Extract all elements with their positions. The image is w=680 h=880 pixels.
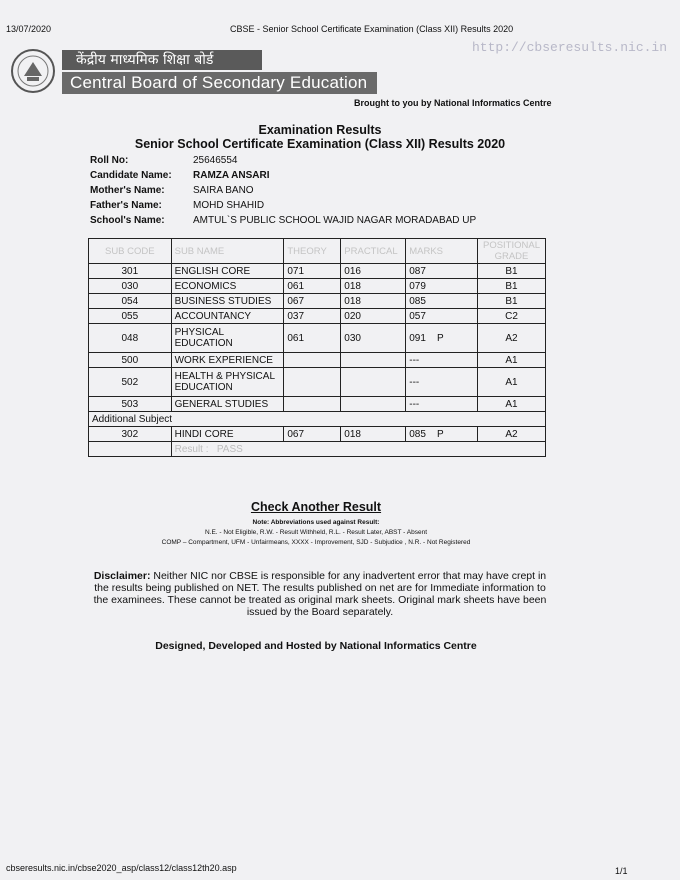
- disclaimer-label: Disclaimer:: [93, 570, 151, 582]
- total-marks: 091 P: [406, 324, 478, 353]
- disclaimer: [90, 570, 550, 618]
- additional-subject-row: [89, 412, 546, 427]
- total-marks: ---: [406, 368, 478, 397]
- sub-code: 301: [89, 264, 172, 279]
- grade: A1: [477, 397, 545, 412]
- theory-marks: [284, 368, 341, 397]
- sub-code: 302: [89, 427, 172, 442]
- theory-marks: 071: [284, 264, 341, 279]
- print-title: CBSE - Senior School Certificate Examination (Class XII) Results 2020: [230, 24, 514, 34]
- practical-marks: [341, 368, 406, 397]
- total-marks: 087: [406, 264, 478, 279]
- theory-marks: 067: [284, 427, 341, 442]
- theory-marks: 061: [284, 279, 341, 294]
- header-theory: THEORY: [284, 239, 341, 264]
- sub-code: 030: [89, 279, 172, 294]
- print-date: 13/07/2020: [6, 24, 52, 34]
- grade: A2: [477, 324, 545, 353]
- sub-code: 054: [89, 294, 172, 309]
- total-marks: 079: [406, 279, 478, 294]
- grade: A2: [477, 427, 545, 442]
- table-row: [89, 397, 546, 412]
- practical-marks: 018: [341, 279, 406, 294]
- school-label: School's Name:: [90, 215, 165, 226]
- sub-code: 503: [89, 397, 172, 412]
- results-subheading: Senior School Certificate Examination (Class XII) Results 2020: [134, 137, 506, 151]
- theory-marks: 061: [284, 324, 341, 353]
- table-row: [89, 279, 546, 294]
- check-another-result-link[interactable]: Check Another Result: [250, 500, 382, 514]
- theory-marks: 037: [284, 309, 341, 324]
- total-marks: 057: [406, 309, 478, 324]
- table-row: [89, 368, 546, 397]
- practical-marks: [341, 353, 406, 368]
- sub-name: BUSINESS STUDIES: [171, 294, 284, 309]
- table-row: [89, 309, 546, 324]
- grade: B1: [477, 279, 545, 294]
- additional-subject-label: Additional Subject: [89, 412, 546, 427]
- header-marks: MARKS: [406, 239, 478, 264]
- table-row: [89, 353, 546, 368]
- page-number: 1/1: [615, 866, 628, 876]
- results-heading: Examination Results: [258, 123, 382, 137]
- theory-marks: 067: [284, 294, 341, 309]
- mother-label: Mother's Name:: [90, 185, 165, 196]
- sub-code: 502: [89, 368, 172, 397]
- mother-name: SAIRA BANO: [193, 185, 254, 196]
- note-title: Note: Abbreviations used against Result:: [252, 519, 380, 526]
- sub-name: HINDI CORE: [171, 427, 284, 442]
- result-row: [89, 442, 546, 457]
- school-name: AMTUL`S PUBLIC SCHOOL WAJID NAGAR MORADABAD UP: [193, 215, 477, 226]
- theory-marks: [284, 397, 341, 412]
- grade: C2: [477, 309, 545, 324]
- cbse-logo: [10, 48, 56, 94]
- practical-marks: 018: [341, 294, 406, 309]
- sub-name: PHYSICAL EDUCATION: [171, 324, 284, 353]
- page-url: cbseresults.nic.in/cbse2020_asp/class12/class12th20.asp: [6, 863, 237, 873]
- sub-code: 055: [89, 309, 172, 324]
- result-spacer: [89, 442, 172, 457]
- roll-label: Roll No:: [90, 155, 129, 166]
- father-name: MOHD SHAHID: [193, 200, 265, 211]
- total-marks: ---: [406, 353, 478, 368]
- grade: A1: [477, 368, 545, 397]
- header-practical: PRACTICAL: [341, 239, 406, 264]
- cbse-banner: [62, 50, 377, 94]
- practical-marks: [341, 397, 406, 412]
- table-row: [89, 294, 546, 309]
- sub-name: GENERAL STUDIES: [171, 397, 284, 412]
- practical-marks: 018: [341, 427, 406, 442]
- table-row: [89, 264, 546, 279]
- sub-name: ECONOMICS: [171, 279, 284, 294]
- sub-name: WORK EXPERIENCE: [171, 353, 284, 368]
- disclaimer-text: Neither NIC nor CBSE is responsible for any inadvertent error that may have crept in the results being published on NET. The results published on net are for Immediate information to the examinees. These cannot be treated as original mark sheets. Original mark sheets have been issued by the Board separately.: [93, 570, 547, 618]
- practical-marks: 020: [341, 309, 406, 324]
- practical-marks: 030: [341, 324, 406, 353]
- total-marks: 085: [406, 294, 478, 309]
- note-line-1: N.E. - Not Eligible, R.W. - Result Withheld, R.L. - Result Later, ABST - Absent: [204, 529, 428, 536]
- father-label: Father's Name:: [90, 200, 162, 211]
- site-url: http://cbseresults.nic.in: [472, 40, 668, 55]
- result-status: Result : PASS: [171, 442, 545, 457]
- grade: A1: [477, 353, 545, 368]
- english-board-name: Central Board of Secondary Education: [62, 72, 377, 94]
- table-row: [89, 324, 546, 353]
- name-label: Candidate Name:: [90, 170, 172, 181]
- practical-marks: 016: [341, 264, 406, 279]
- brought-by: Brought to you by National Informatics Centre: [354, 98, 552, 108]
- sub-code: 500: [89, 353, 172, 368]
- sub-name: ENGLISH CORE: [171, 264, 284, 279]
- table-row: [89, 427, 546, 442]
- candidate-info: [90, 153, 476, 228]
- header-sub-name: SUB NAME: [171, 239, 284, 264]
- sub-name: HEALTH & PHYSICAL EDUCATION: [171, 368, 284, 397]
- sub-name: ACCOUNTANCY: [171, 309, 284, 324]
- note-line-2: COMP – Compartment, UFM - Unfairmeans, XXXX - Improvement, SJD - Subjudice , N.R. - Not Registered: [161, 539, 471, 546]
- grade: B1: [477, 294, 545, 309]
- results-table: [88, 238, 546, 457]
- theory-marks: [284, 353, 341, 368]
- designed-by: Designed, Developed and Hosted by National Informatics Centre: [155, 640, 477, 652]
- total-marks: 085 P: [406, 427, 478, 442]
- grade: B1: [477, 264, 545, 279]
- header-sub-code: SUB CODE: [89, 239, 172, 264]
- sub-code: 048: [89, 324, 172, 353]
- candidate-name: RAMZA ANSARI: [193, 170, 270, 181]
- header-positional-grade: POSITIONAL GRADE: [477, 239, 545, 264]
- hindi-board-name: केंद्रीय माध्यमिक शिक्षा बोर्ड: [62, 50, 262, 70]
- total-marks: ---: [406, 397, 478, 412]
- roll-value: 25646554: [193, 155, 238, 166]
